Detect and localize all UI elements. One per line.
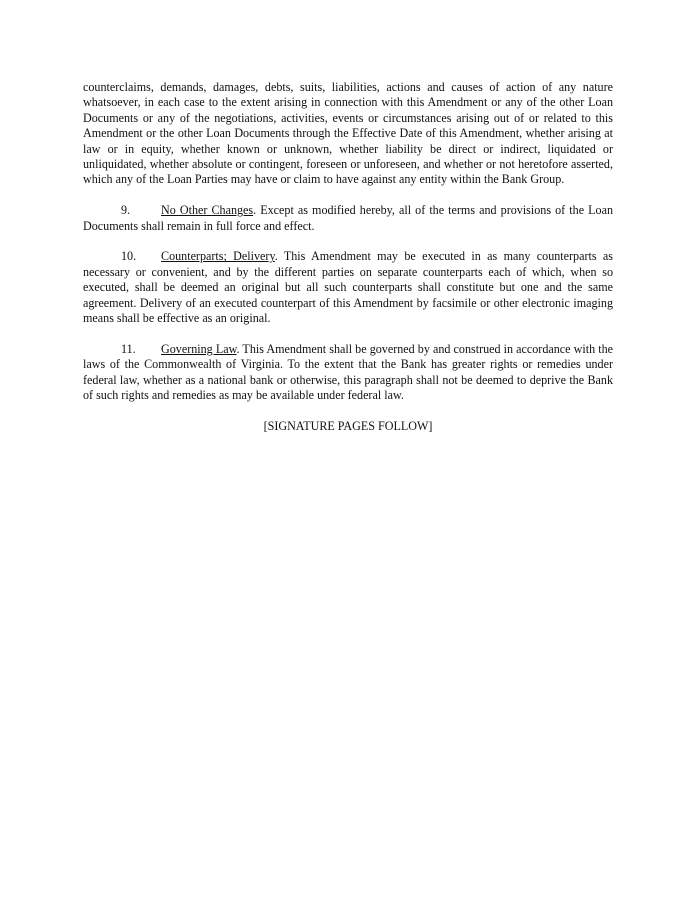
signature-pages-note: [SIGNATURE PAGES FOLLOW] xyxy=(263,418,433,433)
section-heading: Governing Law xyxy=(161,341,237,356)
section-number: 10. xyxy=(121,249,137,264)
section-number: 9. xyxy=(121,203,131,218)
section-number: 11. xyxy=(121,341,136,356)
continuation-paragraph: counterclaims, demands, damages, debts, suits, liabilities, actions and causes of action of any nature whatsoever, in each case to the extent arising in connection with this Amendment or any of the other Loan Documents or any of the negotiations, activities, events or circumstances arising out of or related to this Amendment or the other Loan Documents through the Effective Date of this Amendment, whether arising at law or in equity, whether known or unknown, whether liability be direct or indirect, liquidated or unliquidated, whether absolute or contingent, foreseen or unforeseen, and whether or not heretofore asserted, which any of the Loan Parties may have or claim to have against any entity within the Bank Group. xyxy=(83,80,613,187)
document-body xyxy=(83,80,613,450)
section-11 xyxy=(83,342,613,404)
section-heading: No Other Changes xyxy=(161,203,254,218)
section-text: . This Amendment shall be governed by and construed in accordance with the laws of the Commonwealth of Virginia. To the extent that the Bank has greater rights or remedies under federal law, whether as a national bank or otherwise, this paragraph shall not be deemed to deprive the Bank of such rights and remedies as may be available under federal law. xyxy=(83,341,613,403)
section-9 xyxy=(83,203,613,234)
section-10 xyxy=(83,249,613,326)
section-text: . This Amendment may be executed in as many counterparts as necessary or convenient, and by the different parties on separate counterparts each of which, when so executed, shall be deemed an original but all such counterparts shall constitute but one and the same agreement. Delivery of an executed counterpart of this Amendment by facsimile or other electronic imaging means shall be effective as an original. xyxy=(83,249,613,326)
section-text: . Except as modified hereby, all of the terms and provisions of the Loan Documents shall remain in full force and effect. xyxy=(83,203,613,233)
section-heading: Counterparts; Delivery xyxy=(161,249,275,264)
